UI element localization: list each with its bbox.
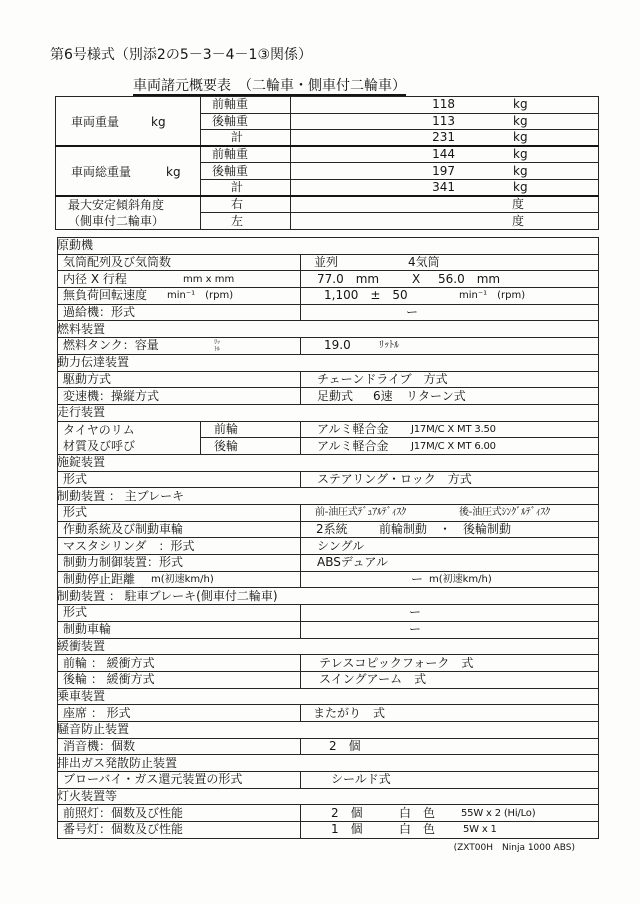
weight-value-cell [291,130,599,147]
spec-label-cell [58,254,301,271]
spec-value-cell [301,288,599,305]
section-heading-drivetrain [58,354,599,371]
spec-label-cell [58,471,301,488]
tilt-angle-row [56,196,599,213]
weight-value: 118 [432,97,455,112]
angle-unit: 度 [512,213,525,228]
fuel-tank-unit: ﾘｯﾄﾙ [214,339,221,354]
idle-speed-value: 1,100 ± 50 [324,288,408,303]
brake-type-label: 形式 [63,505,88,520]
gross-weight-label: 車両総重量 [71,164,132,179]
axle-cell [201,97,291,114]
wheel-cell [201,438,301,455]
weight-unit: kg [513,97,528,112]
section-heading-noise [58,721,599,738]
spec-value-cell [301,738,599,755]
spec-value-cell [301,605,599,622]
section-heading-text: 灯火装置等 [57,789,118,804]
spec-value-cell [301,521,599,538]
section-heading-emissions [58,755,599,772]
spec-value-cell [301,505,599,522]
side-cell [201,196,291,213]
weight-value: 197 [432,163,455,178]
section-heading-row [58,454,599,471]
idle-speed-unit: min⁻¹ (rpm) [167,290,234,302]
spec-label-cell [58,605,301,622]
section-heading-row [58,755,599,772]
front-wheel-label: 前輪 [214,421,239,436]
total-label: 計 [231,130,244,145]
braked-wheels-value: 前輪制動 ・ 後輪制動 [379,522,512,537]
parking-brake-wheel-value: ー [409,622,422,637]
shift-type-value: 足動式 [317,388,354,403]
times-sign: X [412,271,421,286]
section-heading-text: 制動装置 ： 主ブレーキ [57,488,185,503]
stopping-distance-value: ー [411,572,424,587]
muffler-count-label: 消音機：個数 [63,738,136,753]
section-heading-row [58,688,599,705]
fuel-tank-label: 燃料タンク：容量 [63,338,159,353]
spec-value-cell [301,438,599,455]
weight-value: 144 [432,147,455,162]
spec-label-cell [58,304,301,321]
spec-value-cell [301,271,599,288]
brake-control-value: ABSデュアル [317,555,389,570]
spec-row [58,805,599,822]
headlamp-color-value: 白 色 [399,805,436,820]
spec-row [58,288,599,305]
parking-brake-wheel-label: 制動車輪 [63,622,112,637]
section-heading-row [58,488,599,505]
spec-row [58,571,599,588]
section-heading-text: 乗車装置 [57,688,106,703]
rear-suspension-value: スイングアーム 式 [319,672,427,687]
spec-label-cell [58,772,301,789]
weight-value: 231 [432,130,455,145]
left-side-label: 左 [231,213,244,228]
spec-row [58,471,599,488]
shift-pattern-value: リターン式 [406,388,466,403]
weight-unit: kg [513,180,528,195]
tire-material-label: 材質及び呼び [63,438,136,453]
fuel-tank-value-unit: ﾘｯﾄﾙ [379,340,399,352]
angle-value-cell [291,196,599,213]
rear-rim-size: J17M/C X MT 6.00 [411,440,496,452]
section-heading-row [58,321,599,338]
gross-weight-row [56,146,599,163]
spec-value-cell [301,388,599,405]
section-heading-text: 燃料装置 [57,321,106,336]
license-lamp-power-value: 5W x 1 [463,824,497,836]
axle-cell [201,179,291,196]
weight-value: 341 [432,180,455,195]
lock-type-value: ステアリング・ロック 方式 [317,471,472,486]
section-heading-row [58,588,599,605]
section-heading-seating [58,688,599,705]
total-label: 計 [231,180,244,195]
section-heading-running-gear [58,404,599,421]
idle-speed-value-unit: min⁻¹ (rpm) [459,290,526,302]
spec-value-cell [301,671,599,688]
spec-row [58,254,599,271]
section-heading-parking-brake [58,588,599,605]
spec-value-cell [301,471,599,488]
spec-row [58,338,599,355]
spec-value-cell [301,421,599,438]
vehicle-weight-label-cell [56,97,201,147]
spec-value-cell [301,571,599,588]
headlamp-label: 前照灯：個数及び性能 [63,805,184,820]
section-heading-row [58,638,599,655]
rear-suspension-label: 後輪 ： 緩衝方式 [63,672,155,687]
section-heading-text: 動力伝達装置 [57,355,130,370]
section-heading-row [58,354,599,371]
spec-row [58,738,599,755]
weight-unit: kg [513,130,528,145]
spec-row [58,521,599,538]
weight-unit: kg [513,113,528,128]
parking-brake-type-value: ー [409,605,422,620]
weight-unit: kg [513,163,528,178]
section-heading-lock [58,454,599,471]
spec-row [58,371,599,388]
side-cell [201,213,291,230]
spec-label-cell [58,805,301,822]
spec-row [58,555,599,572]
supercharger-label: 過給機：形式 [63,305,136,320]
transmission-label: 変速機：操縦方式 [63,388,160,403]
license-lamp-color-value: 白 色 [399,822,436,837]
front-brake-value: 前-油圧式ﾃﾞｭｱﾙﾃﾞｨｽｸ [315,507,407,519]
weight-unit: kg [513,147,528,162]
document-title: 車両諸元概要表 （二輪車・側車付二輪車） [133,78,406,94]
bore-value: 77.0 mm [317,271,380,286]
spec-value-cell [301,772,599,789]
form-number: 第6号様式（別添2の5－3－4－1③関係） [50,47,312,63]
master-cylinder-value: シングル [317,538,365,553]
supercharger-value: ー [406,305,419,320]
spec-label-cell [58,288,301,305]
gross-weight-label-cell [56,146,201,196]
spec-value-cell [301,805,599,822]
spec-row [58,505,599,522]
brake-circuits-value: 2系統 [316,522,348,537]
spec-row [58,822,599,839]
vehicle-weight-label-unit: kg [151,114,166,129]
rear-brake-value: 後-油圧式ｼﾝｸﾞﾙﾃﾞｨｽｸ [459,507,551,519]
spec-value-cell [301,304,599,321]
gear-count-value: 6速 [373,388,393,403]
section-heading-text: 走行装置 [57,405,106,420]
section-heading-row [58,404,599,421]
front-suspension-value: テレスコピックフォーク 式 [319,655,474,670]
weight-value-cell [291,146,599,163]
stopping-distance-value-unit: m(初速km/h) [429,574,492,586]
bore-stroke-unit: mm x mm [183,273,235,285]
drive-type-value: チェーンドライブ 方式 [317,371,448,386]
spec-value-cell [301,555,599,572]
tire-rim-label-cell [58,421,201,454]
spec-row [58,655,599,672]
spec-label-cell [58,505,301,522]
spec-label-cell [58,738,301,755]
spec-value-cell [301,822,599,839]
vehicle-weight-row [56,97,599,114]
spec-label-cell [58,371,301,388]
axle-cell [201,113,291,130]
headlamp-count-value: 2 個 [331,805,363,820]
seat-type-label: 座席 ： 形式 [63,705,131,720]
weight-value-cell [291,113,599,130]
spec-section [57,237,598,854]
stopping-distance-label: 制動停止距離 [63,572,136,587]
brake-system-label: 作動系統及び制動車輪 [63,522,184,537]
axle-cell [201,130,291,147]
section-heading-engine [58,238,599,255]
model-note: (ZXT00H Ninja 1000 ABS) [453,842,575,853]
front-suspension-label: 前輪 ： 緩衝方式 [63,655,155,670]
rear-wheel-label: 後輪 [214,438,239,453]
spec-label-cell [58,822,301,839]
axle-cell [201,146,291,163]
spec-row [58,772,599,789]
weight-value: 113 [432,113,455,128]
gross-weight-label-unit: kg [166,164,181,179]
section-heading-lighting [58,788,599,805]
spec-label-cell [58,271,301,288]
brake-control-label: 制動力制御装置：形式 [63,555,184,570]
spec-label-cell [58,555,301,572]
cylinder-config-label: 気筒配列及び気筒数 [63,255,172,270]
spec-label-cell [58,671,301,688]
weight-value-cell [291,97,599,114]
spec-row [58,605,599,622]
weight-table [55,96,599,230]
tilt-angle-label-cell [56,196,201,230]
spec-value-cell [301,338,599,355]
wheel-cell [201,421,301,438]
rear-axle-label: 後軸重 [212,113,249,128]
headlamp-power-value: 55W x 2 (Hi/Lo) [461,807,536,819]
spec-row [58,621,599,638]
stopping-distance-unit: m(初速km/h) [151,574,214,586]
section-heading-row [58,721,599,738]
section-heading-fuel [58,321,599,338]
front-axle-label: 前軸重 [212,147,249,162]
axle-cell [201,163,291,180]
cylinder-count-value: 4気筒 [408,255,440,270]
spec-row [58,671,599,688]
section-heading-row [58,788,599,805]
spec-label-cell [58,571,301,588]
right-side-label: 右 [231,197,244,212]
muffler-count-value: 2 個 [329,738,361,753]
spec-row [58,304,599,321]
spec-value-cell [301,254,599,271]
spec-row [58,388,599,405]
section-heading-main-brake [58,488,599,505]
blow-by-label: ブローバイ・ガス還元装置の形式 [63,772,243,787]
section-heading-text: 制動装置 ： 駐車ブレーキ(側車付二輪車) [57,588,278,603]
blow-by-value: シールド式 [331,772,391,787]
lock-type-label: 形式 [63,471,88,486]
tilt-angle-sublabel: （側車付二輪車） [68,214,165,229]
spec-label-cell [58,655,301,672]
section-heading-row [58,238,599,255]
spec-label-cell [58,388,301,405]
spec-table [57,237,599,839]
master-cylinder-label: マスタシリンダ ：形式 [63,538,195,553]
spec-label-cell [58,338,301,355]
spec-value-cell [301,705,599,722]
stroke-value: 56.0 mm [438,271,501,286]
spec-row [58,705,599,722]
section-heading-text: 施錠装置 [57,455,106,470]
bore-stroke-label: 内径 X 行程 [63,271,127,286]
angle-unit: 度 [512,197,525,212]
idle-speed-label: 無負荷回転速度 [63,288,148,303]
rear-rim-material: アルミ軽合金 [317,438,389,453]
section-heading-text: 排出ガス発散防止装置 [57,755,178,770]
tilt-angle-label: 最大安定傾斜角度 [68,198,165,213]
seat-type-value: またがり 式 [313,705,386,720]
front-rim-size: J17M/C X MT 3.50 [411,423,496,435]
spec-value-cell [301,371,599,388]
vehicle-weight-label: 車両重量 [71,114,120,129]
license-lamp-label: 番号灯：個数及び性能 [63,822,184,837]
front-rim-material: アルミ軽合金 [317,421,389,436]
spec-label-cell [58,705,301,722]
tire-rim-label: タイヤのリム [63,422,135,437]
license-lamp-count-value: 1 個 [331,822,363,837]
angle-value-cell [291,213,599,230]
spec-value-cell [301,655,599,672]
weight-value-cell [291,163,599,180]
drive-type-label: 駆動方式 [63,371,112,386]
cylinder-layout-value: 並列 [314,255,339,270]
section-heading-text: 緩衝装置 [57,638,106,653]
front-axle-label: 前軸重 [212,97,249,112]
spec-value-cell [301,538,599,555]
spec-row [58,271,599,288]
spec-label-cell [58,521,301,538]
spec-label-cell [58,538,301,555]
spec-row [58,538,599,555]
fuel-tank-value: 19.0 [324,338,351,353]
section-heading-text: 騒音防止装置 [57,722,130,737]
section-heading-suspension [58,638,599,655]
weight-value-cell [291,179,599,196]
section-heading-text: 原動機 [57,238,94,253]
parking-brake-type-label: 形式 [63,605,88,620]
spec-value-cell [301,621,599,638]
spec-row [58,421,599,438]
spec-label-cell [58,621,301,638]
rear-axle-label: 後軸重 [212,163,249,178]
